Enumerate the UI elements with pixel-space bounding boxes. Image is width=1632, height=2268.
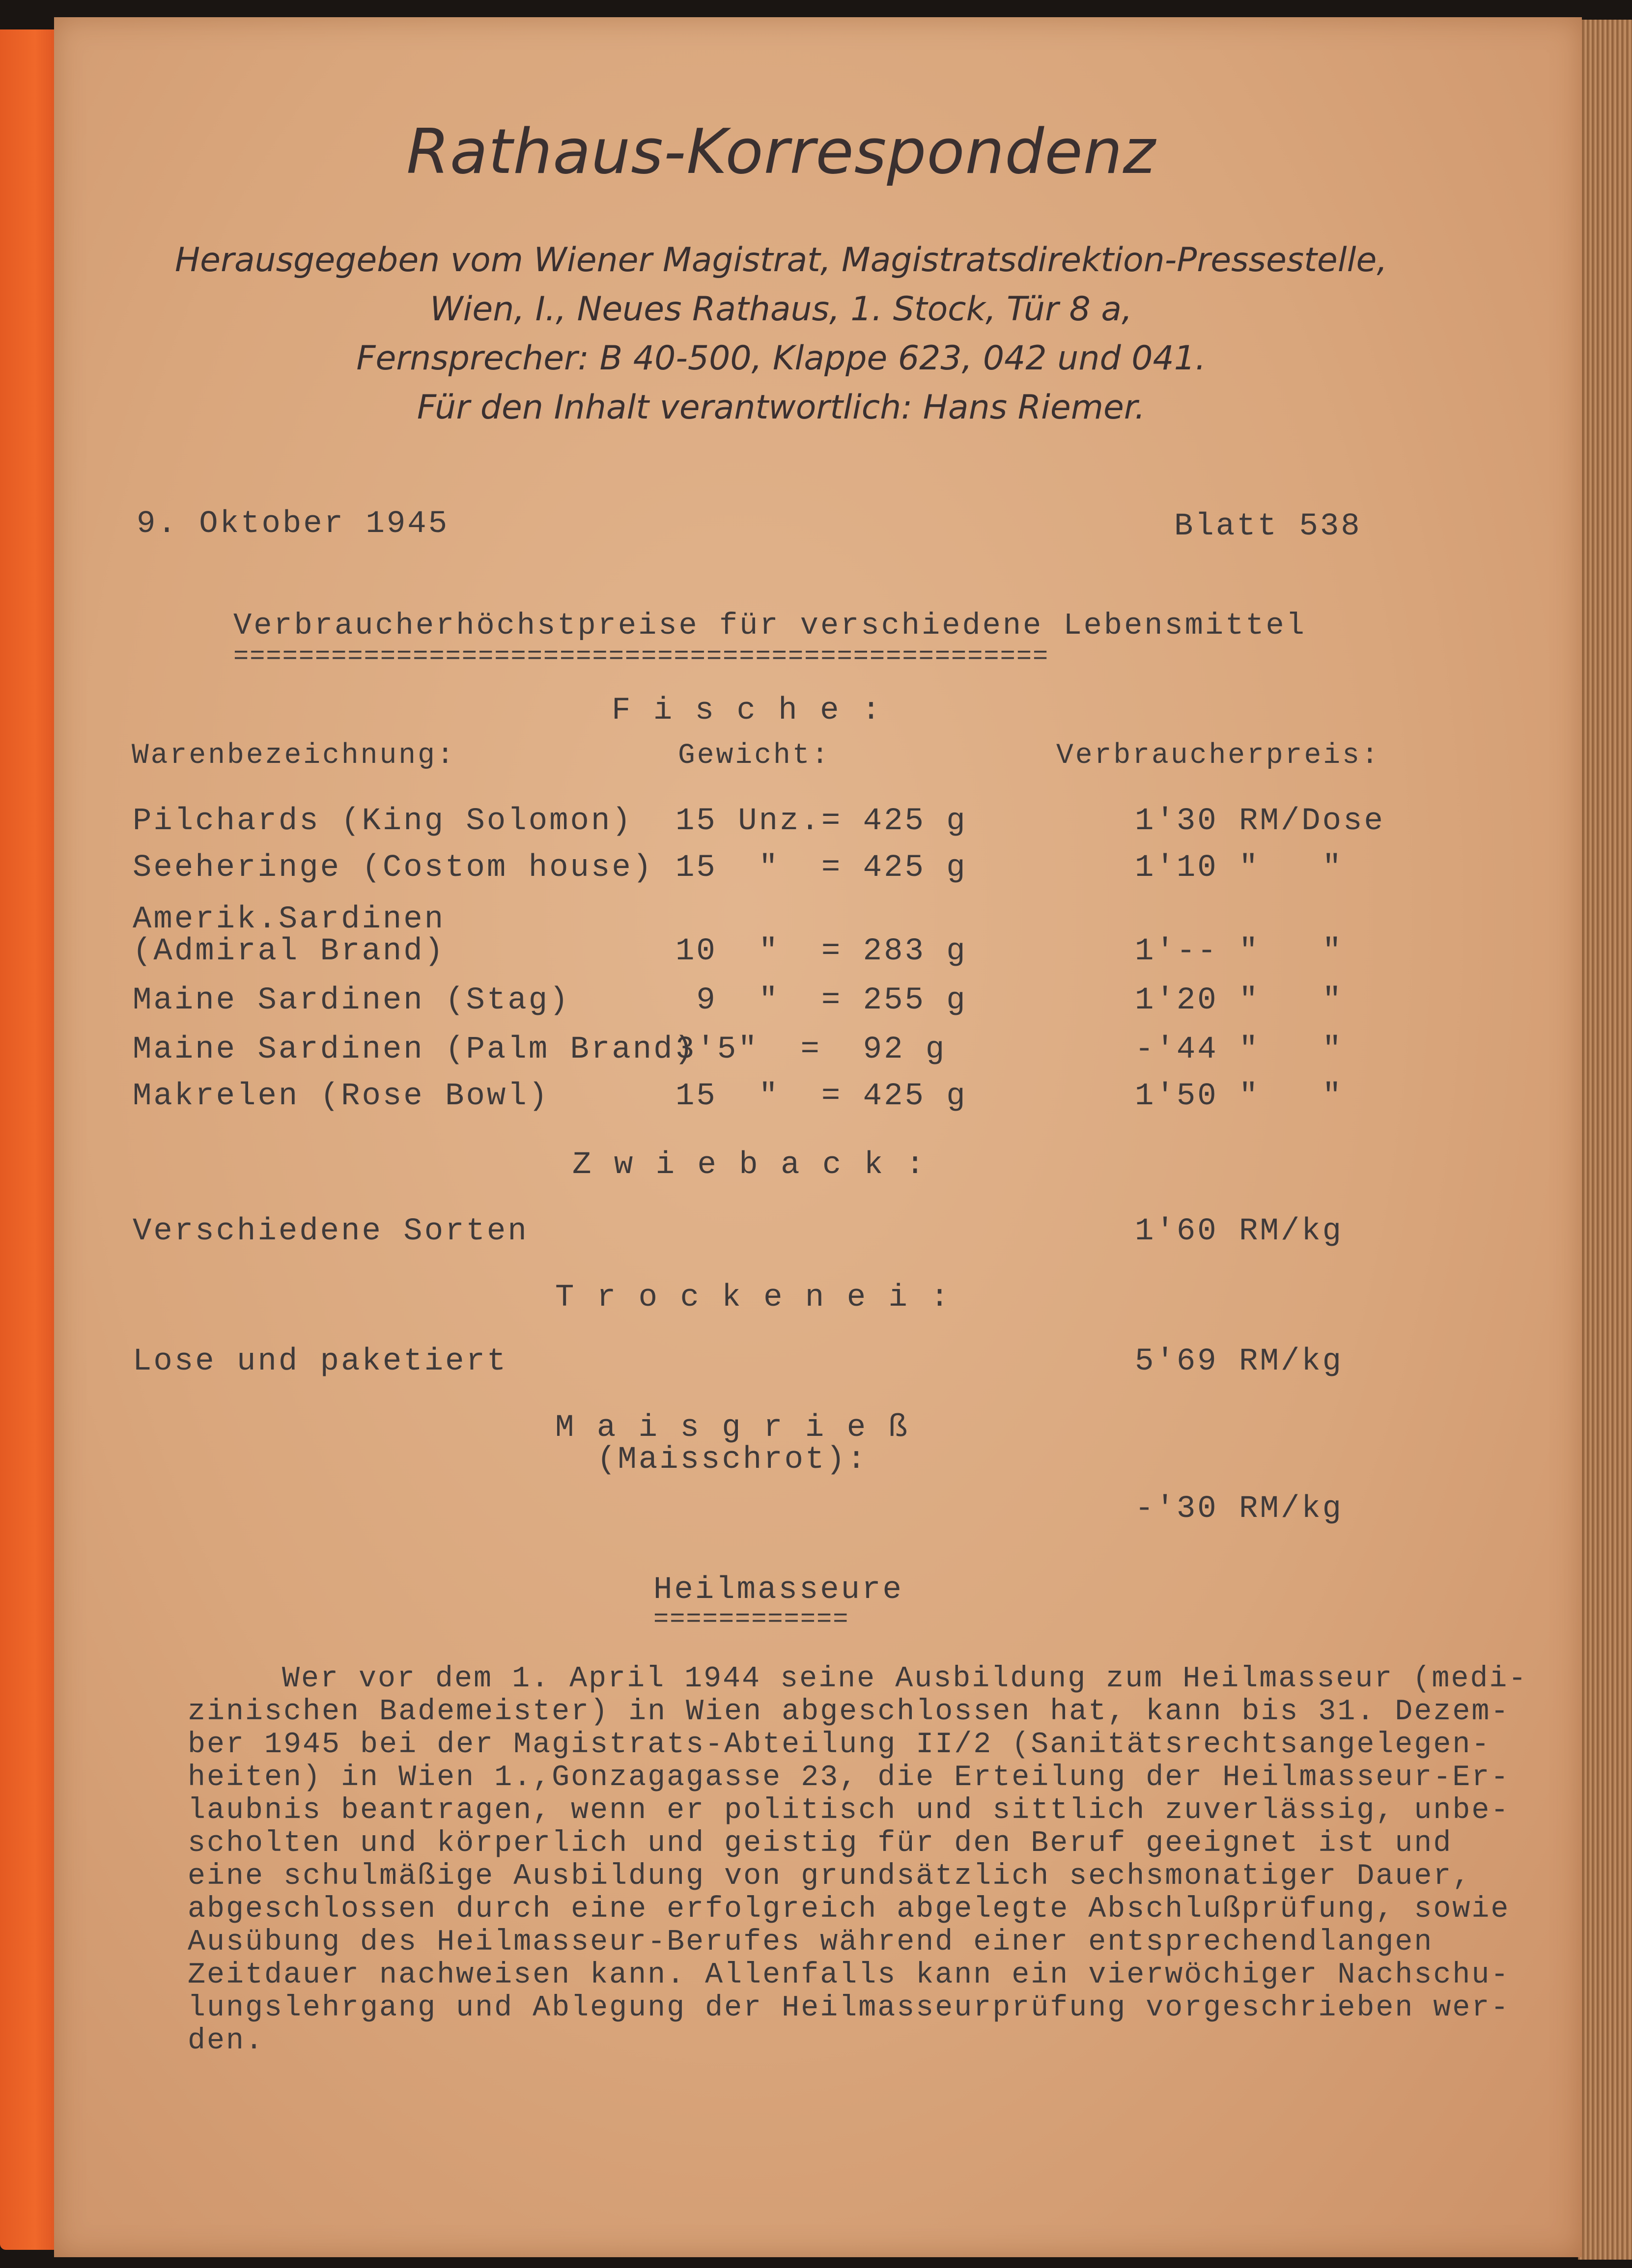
letterhead-line-4: Für den Inhalt verantwortlich: Hans Riemer. bbox=[417, 388, 1146, 427]
row-name: Maine Sardinen (Palm Brand) bbox=[133, 1032, 695, 1067]
row-name: Amerik.Sardinen bbox=[133, 902, 446, 937]
section-heading-rusk: Z w i e b a c k : bbox=[572, 1148, 927, 1183]
paragraph-line: den. bbox=[188, 2024, 265, 2058]
column-header-price: Verbraucherpreis: bbox=[1056, 740, 1380, 772]
column-header-weight: Gewicht: bbox=[678, 740, 831, 772]
row-weight: 15 " = 425 g bbox=[675, 1079, 967, 1114]
letterhead-line-2: Wien, I., Neues Rathaus, 1. Stock, Tür 8 a, bbox=[430, 290, 1132, 329]
row-name: Makrelen (Rose Bowl) bbox=[133, 1079, 550, 1114]
row-weight: 9 " = 255 g bbox=[675, 983, 967, 1018]
rusk-price: 1'60 RM/kg bbox=[1135, 1214, 1344, 1249]
rusk-name: Verschiedene Sorten bbox=[133, 1214, 529, 1249]
letterhead-line-1: Herausgegeben vom Wiener Magistrat, Magistratsdirektion-Pressestelle, bbox=[175, 241, 1387, 280]
dried-egg-name: Lose und paketiert bbox=[133, 1344, 508, 1379]
paragraph-line: Zeitdauer nachweisen kann. Allenfalls kann ein vierwöchiger Nachschu- bbox=[188, 1959, 1510, 1992]
paragraph-line: abgeschlossen durch eine erfolgreich abgelegte Abschlußprüfung, sowie bbox=[188, 1893, 1510, 1926]
row-weight: 3'5" = 92 g bbox=[675, 1032, 947, 1067]
row-price: -'44 " " bbox=[1135, 1032, 1344, 1067]
row-weight: 10 " = 283 g bbox=[675, 934, 967, 969]
letterhead-title: Rathaus-Korrespondenz bbox=[406, 115, 1156, 188]
section-subheading-corn-grits: (Maisschrot): bbox=[597, 1442, 868, 1478]
row-weight: 15 " = 425 g bbox=[675, 850, 967, 886]
dried-egg-price: 5'69 RM/kg bbox=[1135, 1344, 1344, 1379]
paragraph-line: scholten und körperlich und geistig für den Beruf geeignet ist und bbox=[188, 1827, 1453, 1860]
row-price: 1'20 " " bbox=[1135, 983, 1344, 1018]
section-heading-fish: F i s c h e : bbox=[612, 693, 883, 728]
document-page bbox=[54, 17, 1582, 2257]
row-weight: 15 Unz.= 425 g bbox=[675, 804, 967, 839]
row-name: Maine Sardinen (Stag) bbox=[133, 983, 570, 1018]
paragraph-line: Wer vor dem 1. April 1944 seine Ausbildung zum Heilmasseur (medi- bbox=[282, 1662, 1528, 1696]
sheet-number: Blatt 538 bbox=[1174, 509, 1362, 544]
letterhead-line-3: Fernsprecher: B 40-500, Klappe 623, 042 und 041. bbox=[356, 339, 1206, 378]
row-price: 1'10 " " bbox=[1135, 850, 1344, 886]
page-stack-edge bbox=[1578, 20, 1632, 2260]
article-title-prices: Verbraucherhöchstpreise für verschiedene Lebensmittel bbox=[233, 608, 1306, 643]
document-date: 9. Oktober 1945 bbox=[137, 506, 450, 542]
paragraph-line: zinischen Bademeister) in Wien abgeschlossen hat, kann bis 31. Dezem- bbox=[188, 1695, 1510, 1729]
row-name: Pilchards (King Solomon) bbox=[133, 804, 633, 839]
row-price: 1'50 " " bbox=[1135, 1079, 1344, 1114]
section-heading-corn-grits: M a i s g r i e ß bbox=[555, 1410, 909, 1446]
article-title-underline: ================================================== bbox=[233, 642, 1049, 671]
corn-grits-price: -'30 RM/kg bbox=[1135, 1491, 1344, 1527]
article-title-masseurs: Heilmasseure bbox=[653, 1572, 903, 1608]
article-title-masseurs-underline: ============ bbox=[653, 1605, 849, 1634]
row-name: Seeheringe (Costom house) bbox=[133, 850, 654, 886]
row-name: (Admiral Brand) bbox=[133, 934, 446, 969]
paragraph-line: ber 1945 bei der Magistrats-Abteilung II/2 (Sanitätsrechtsangelegen- bbox=[188, 1728, 1491, 1762]
paragraph-line: laubnis beantragen, wenn er politisch und sittlich zuverlässig, unbe- bbox=[188, 1794, 1510, 1827]
paragraph-line: lungslehrgang und Ablegung der Heilmasseurprüfung vorgeschrieben wer- bbox=[188, 1991, 1510, 2025]
row-price: 1'-- " " bbox=[1135, 934, 1344, 969]
column-header-name: Warenbezeichnung: bbox=[132, 740, 456, 772]
paragraph-line: eine schulmäßige Ausbildung von grundsätzlich sechsmonatiger Dauer, bbox=[188, 1860, 1472, 1893]
article-body-masseurs bbox=[188, 1663, 1583, 2058]
row-price: 1'30 RM/Dose bbox=[1135, 804, 1385, 839]
paragraph-line: heiten) in Wien 1.,Gonzagagasse 23, die Erteilung der Heilmasseur-Er- bbox=[188, 1761, 1510, 1794]
section-heading-dried-egg: T r o c k e n e i : bbox=[555, 1280, 951, 1316]
paragraph-line: Ausübung des Heilmasseur-Berufes während einer entsprechendlangen bbox=[188, 1926, 1434, 1959]
